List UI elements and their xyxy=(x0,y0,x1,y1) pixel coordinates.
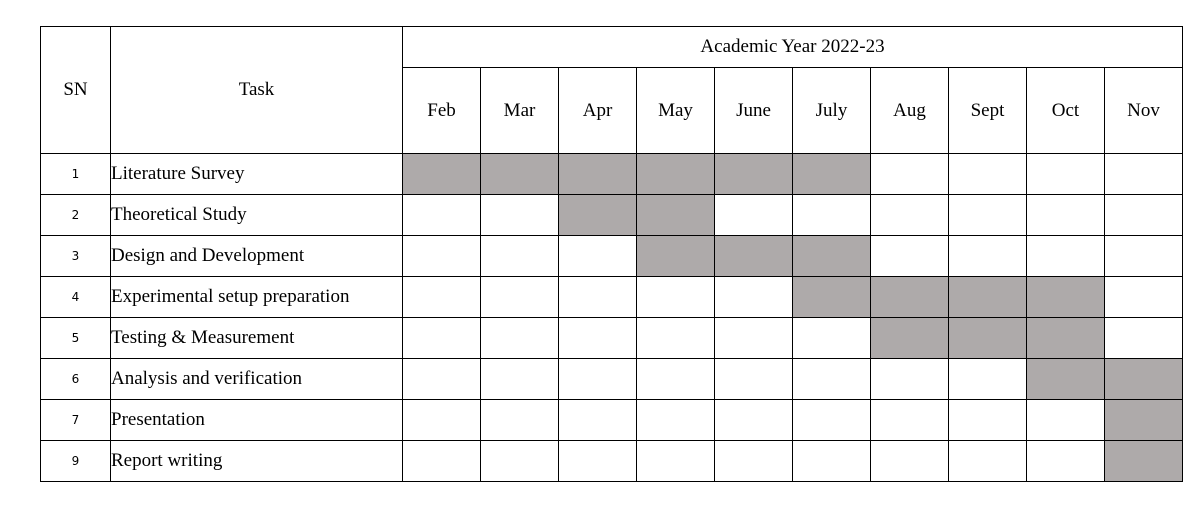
schedule-cell-empty xyxy=(871,359,949,400)
month-header-may: May xyxy=(637,68,715,154)
schedule-cell-active xyxy=(1105,441,1183,482)
task-serial-number: 3 xyxy=(41,236,111,277)
schedule-cell-empty xyxy=(559,277,637,318)
task-row xyxy=(41,277,1183,318)
schedule-cell-active xyxy=(793,154,871,195)
schedule-cell-active xyxy=(1027,277,1105,318)
task-serial-number: 6 xyxy=(41,359,111,400)
month-header-july: July xyxy=(793,68,871,154)
schedule-cell-empty xyxy=(637,277,715,318)
task-name: Experimental setup preparation xyxy=(111,277,403,318)
schedule-cell-empty xyxy=(637,318,715,359)
schedule-cell-empty xyxy=(793,195,871,236)
schedule-cell-empty xyxy=(949,195,1027,236)
schedule-cell-empty xyxy=(1027,400,1105,441)
schedule-cell-empty xyxy=(1105,318,1183,359)
schedule-cell-empty xyxy=(871,154,949,195)
schedule-cell-empty xyxy=(793,359,871,400)
schedule-cell-empty xyxy=(1027,441,1105,482)
month-header-oct: Oct xyxy=(1027,68,1105,154)
schedule-cell-active xyxy=(871,277,949,318)
schedule-cell-empty xyxy=(949,400,1027,441)
schedule-cell-active xyxy=(559,154,637,195)
schedule-cell-empty xyxy=(403,400,481,441)
schedule-cell-empty xyxy=(559,236,637,277)
schedule-cell-empty xyxy=(481,441,559,482)
month-header-feb: Feb xyxy=(403,68,481,154)
task-row xyxy=(41,236,1183,277)
month-header-mar: Mar xyxy=(481,68,559,154)
schedule-cell-empty xyxy=(481,195,559,236)
schedule-cell-empty xyxy=(403,359,481,400)
schedule-cell-empty xyxy=(1027,236,1105,277)
schedule-cell-empty xyxy=(403,318,481,359)
gantt-chart-table xyxy=(40,26,1183,482)
month-header-june: June xyxy=(715,68,793,154)
schedule-cell-active xyxy=(715,154,793,195)
schedule-cell-empty xyxy=(559,441,637,482)
schedule-cell-empty xyxy=(949,441,1027,482)
month-header-apr: Apr xyxy=(559,68,637,154)
schedule-cell-empty xyxy=(637,400,715,441)
schedule-cell-empty xyxy=(481,236,559,277)
schedule-cell-empty xyxy=(871,236,949,277)
task-serial-number: 1 xyxy=(41,154,111,195)
schedule-cell-active xyxy=(1027,318,1105,359)
task-row xyxy=(41,441,1183,482)
schedule-cell-empty xyxy=(871,441,949,482)
schedule-cell-active xyxy=(949,318,1027,359)
task-column-header: Task xyxy=(111,27,403,154)
schedule-cell-empty xyxy=(637,359,715,400)
schedule-cell-empty xyxy=(403,277,481,318)
task-row xyxy=(41,154,1183,195)
schedule-cell-active xyxy=(637,236,715,277)
schedule-cell-empty xyxy=(949,359,1027,400)
schedule-cell-empty xyxy=(871,195,949,236)
schedule-cell-empty xyxy=(715,441,793,482)
schedule-cell-empty xyxy=(949,154,1027,195)
task-serial-number: 7 xyxy=(41,400,111,441)
schedule-cell-empty xyxy=(1105,236,1183,277)
task-name: Theoretical Study xyxy=(111,195,403,236)
schedule-cell-empty xyxy=(637,441,715,482)
task-name: Design and Development xyxy=(111,236,403,277)
schedule-cell-empty xyxy=(1105,195,1183,236)
schedule-cell-active xyxy=(403,154,481,195)
schedule-cell-empty xyxy=(1027,154,1105,195)
task-name: Analysis and verification xyxy=(111,359,403,400)
schedule-cell-active xyxy=(637,154,715,195)
schedule-cell-empty xyxy=(793,318,871,359)
schedule-cell-empty xyxy=(1105,154,1183,195)
task-serial-number: 2 xyxy=(41,195,111,236)
schedule-cell-active xyxy=(1027,359,1105,400)
task-name: Report writing xyxy=(111,441,403,482)
schedule-cell-active xyxy=(637,195,715,236)
schedule-cell-empty xyxy=(481,359,559,400)
schedule-cell-empty xyxy=(715,195,793,236)
schedule-cell-active xyxy=(715,236,793,277)
schedule-cell-empty xyxy=(403,441,481,482)
month-header-aug: Aug xyxy=(871,68,949,154)
schedule-cell-active xyxy=(1105,400,1183,441)
schedule-cell-active xyxy=(949,277,1027,318)
task-serial-number: 9 xyxy=(41,441,111,482)
task-row xyxy=(41,359,1183,400)
task-row xyxy=(41,400,1183,441)
sn-column-header: SN xyxy=(41,27,111,154)
task-row xyxy=(41,318,1183,359)
schedule-cell-empty xyxy=(481,318,559,359)
schedule-cell-empty xyxy=(559,400,637,441)
schedule-cell-empty xyxy=(559,318,637,359)
task-serial-number: 5 xyxy=(41,318,111,359)
schedule-cell-empty xyxy=(715,277,793,318)
schedule-cell-empty xyxy=(715,359,793,400)
month-header-sept: Sept xyxy=(949,68,1027,154)
schedule-cell-empty xyxy=(481,277,559,318)
schedule-cell-empty xyxy=(559,359,637,400)
task-row xyxy=(41,195,1183,236)
schedule-cell-active xyxy=(481,154,559,195)
schedule-cell-empty xyxy=(871,400,949,441)
month-header-nov: Nov xyxy=(1105,68,1183,154)
task-rows xyxy=(41,154,1183,482)
schedule-cell-empty xyxy=(403,236,481,277)
year-header-row xyxy=(41,27,1183,68)
schedule-cell-active xyxy=(793,236,871,277)
schedule-cell-empty xyxy=(481,400,559,441)
schedule-cell-active xyxy=(559,195,637,236)
task-name: Presentation xyxy=(111,400,403,441)
schedule-cell-empty xyxy=(1027,195,1105,236)
academic-year-header: Academic Year 2022-23 xyxy=(403,27,1183,68)
schedule-cell-empty xyxy=(403,195,481,236)
schedule-cell-active xyxy=(1105,359,1183,400)
schedule-cell-empty xyxy=(715,400,793,441)
schedule-cell-active xyxy=(793,277,871,318)
task-serial-number: 4 xyxy=(41,277,111,318)
task-name: Testing & Measurement xyxy=(111,318,403,359)
task-name: Literature Survey xyxy=(111,154,403,195)
schedule-cell-empty xyxy=(793,400,871,441)
schedule-cell-empty xyxy=(793,441,871,482)
schedule-cell-empty xyxy=(1105,277,1183,318)
schedule-cell-active xyxy=(871,318,949,359)
schedule-cell-empty xyxy=(715,318,793,359)
schedule-cell-empty xyxy=(949,236,1027,277)
